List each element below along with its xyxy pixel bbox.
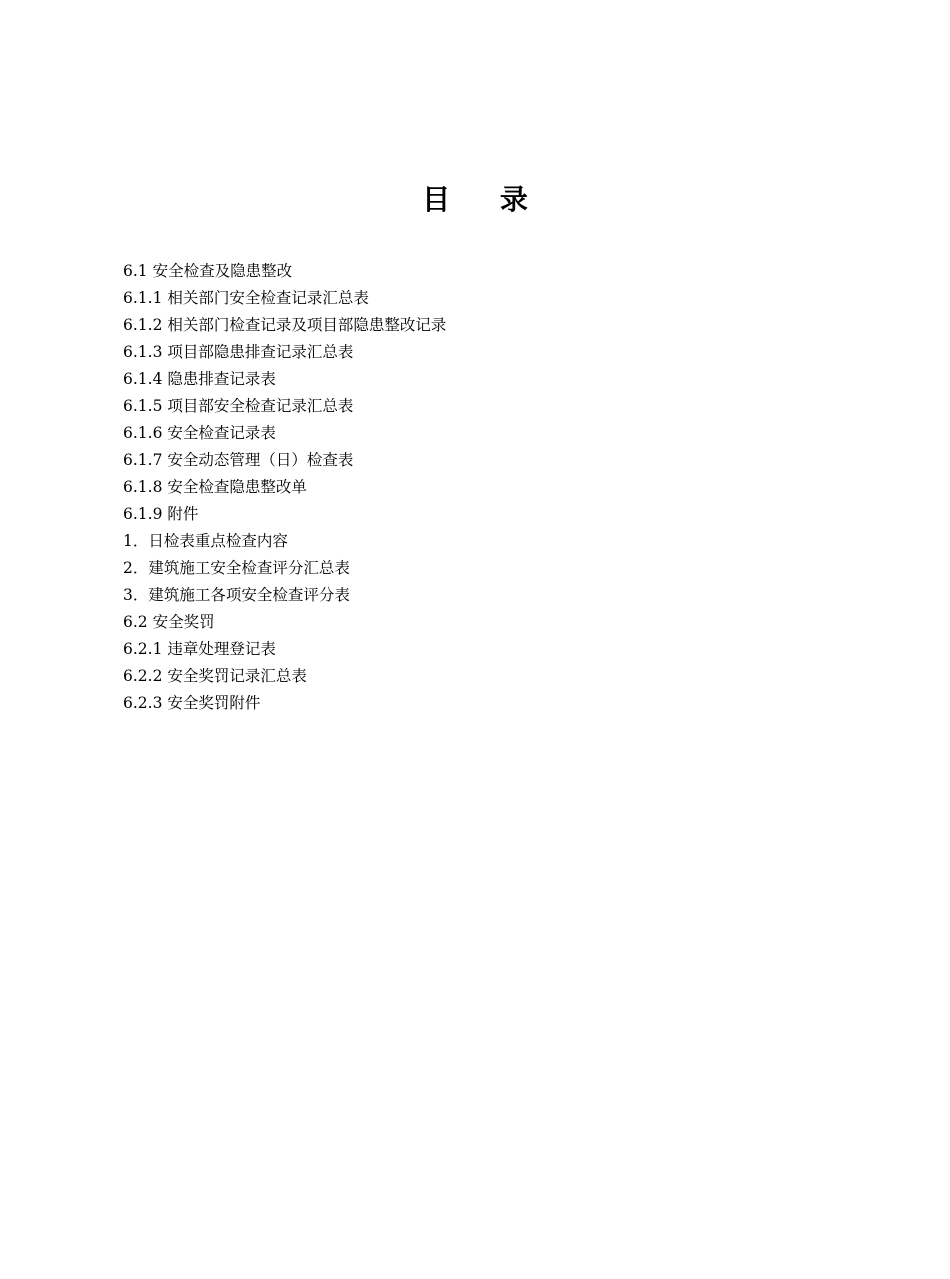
toc-item-6-1-4: 6.1.4 隐患排查记录表 <box>123 370 276 388</box>
toc-item-6-2-3: 6.2.3 安全奖罚附件 <box>123 694 261 712</box>
toc-item-6-2: 6.2 安全奖罚 <box>123 613 215 631</box>
toc-item-6-2-1: 6.2.1 违章处理登记表 <box>123 640 276 658</box>
toc-item-6-1-9: 6.1.9 附件 <box>123 505 199 523</box>
toc-item-6-1-7: 6.1.7 安全动态管理（日）检查表 <box>123 451 354 469</box>
toc-item-6-1-2: 6.1.2 相关部门检查记录及项目部隐患整改记录 <box>123 316 447 334</box>
table-of-contents <box>123 258 823 717</box>
toc-item-6-1-6: 6.1.6 安全检查记录表 <box>123 424 276 442</box>
toc-item-6-1-5: 6.1.5 项目部安全检查记录汇总表 <box>123 397 354 415</box>
toc-item-6-1-1: 6.1.1 相关部门安全检查记录汇总表 <box>123 289 369 307</box>
toc-item-6-1: 6.1 安全检查及隐患整改 <box>123 262 293 280</box>
toc-item-6-1-8: 6.1.8 安全检查隐患整改单 <box>123 478 307 496</box>
toc-title: 目 录 <box>422 183 548 216</box>
toc-item-attachment-1: 1．日检表重点检查内容 <box>123 532 288 550</box>
toc-item-attachment-3: 3．建筑施工各项安全检查评分表 <box>123 586 350 604</box>
toc-item-6-2-2: 6.2.2 安全奖罚记录汇总表 <box>123 667 307 685</box>
toc-item-attachment-2: 2．建筑施工安全检查评分汇总表 <box>123 559 350 577</box>
toc-item-6-1-3: 6.1.3 项目部隐患排查记录汇总表 <box>123 343 354 361</box>
